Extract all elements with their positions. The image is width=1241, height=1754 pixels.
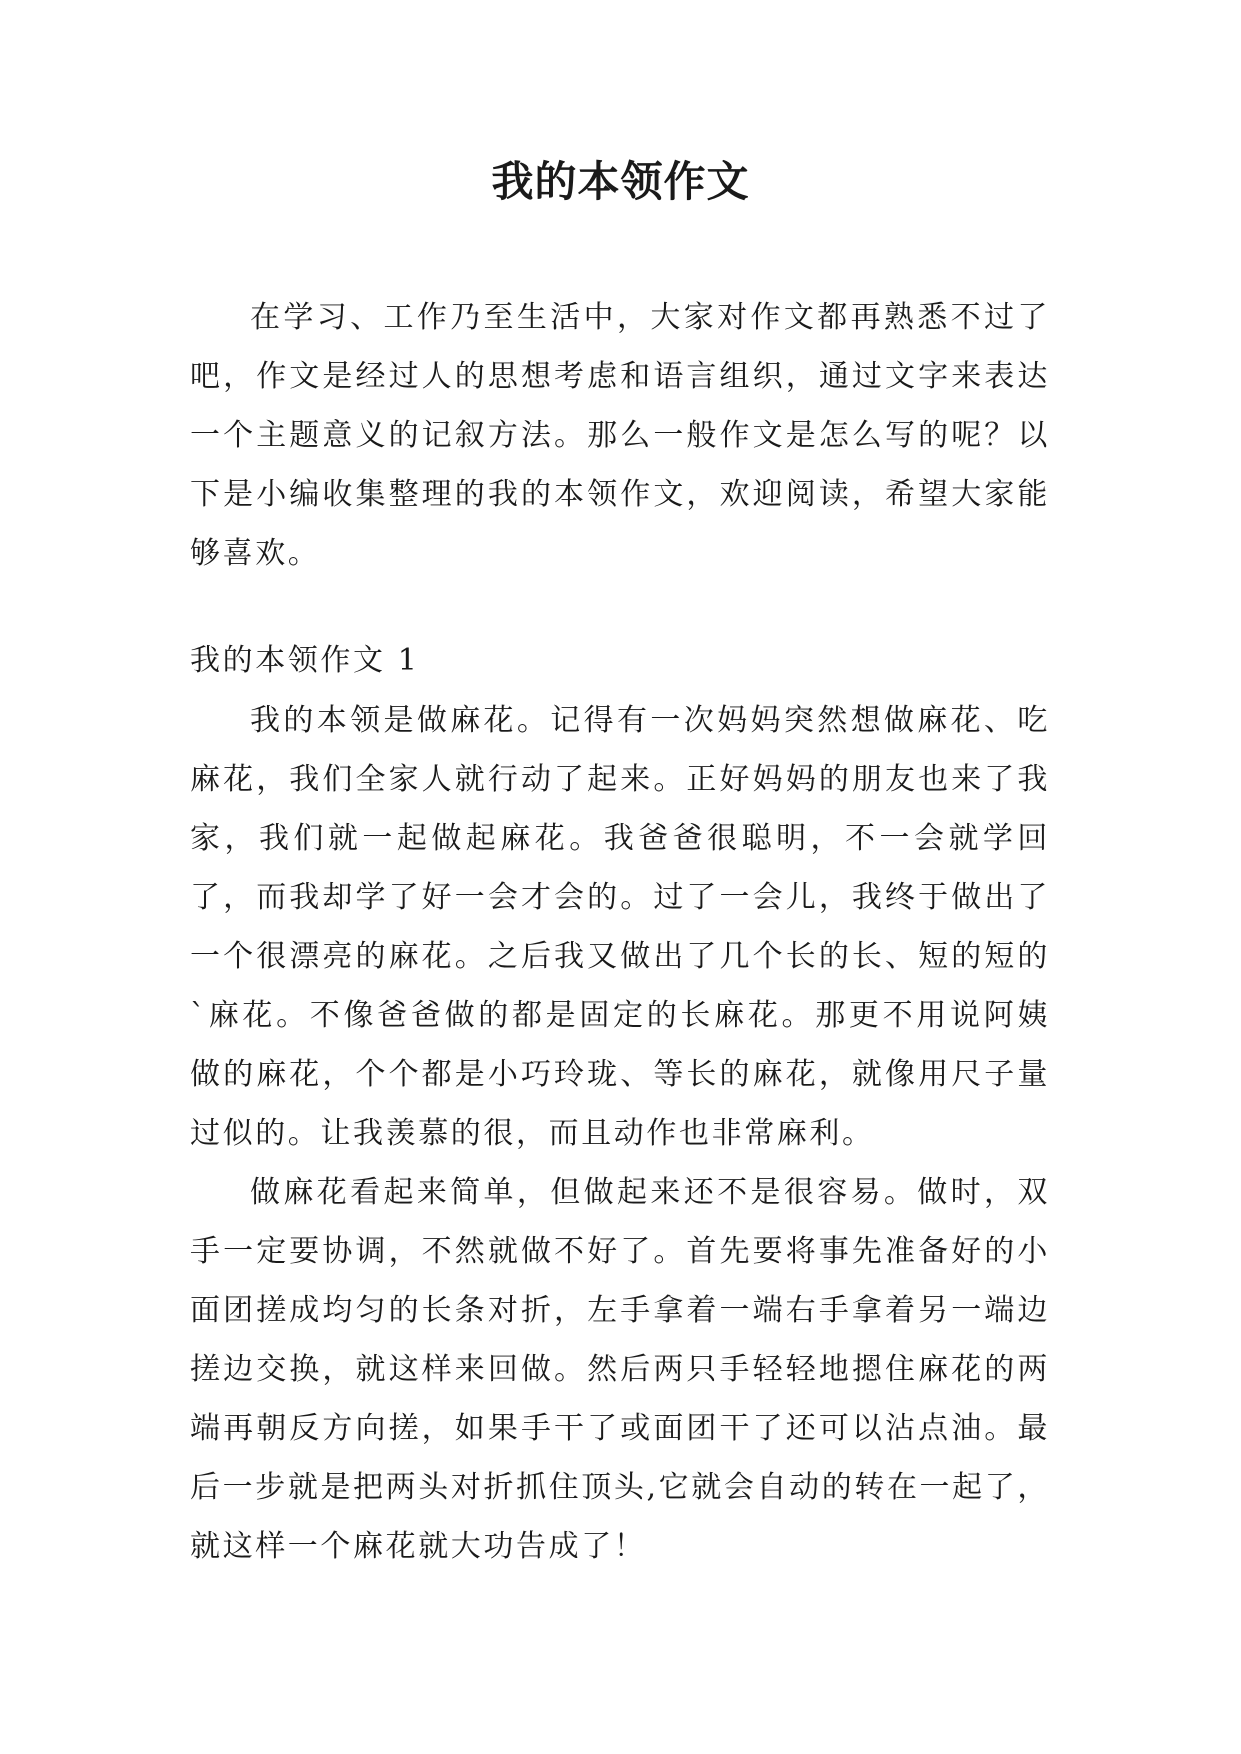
paragraph-text: 做麻花看起来简单，但做起来还不是很容易。做时，双手一定要协调，不然就做不好了。首先要将事先准备好的小面团搓成均匀的长条对折，左手拿着一端右手拿着另一端边搓边交换，就这样来回做。然后两只手轻轻地摁住麻花的两端再朝反方向搓，如果手干了或面团干了还可以沾点油。最后一步就是把两头对折抓住顶头,它就会自动的转在一起了，就这样一个麻花就大功告成了！ xyxy=(190,1175,1050,1564)
document-title: 我的本领作文 xyxy=(491,157,750,206)
essay-paragraph-1 xyxy=(190,691,1050,1163)
intro-text: 在学习、工作乃至生活中，大家对作文都再熟悉不过了吧，作文是经过人的思想考虑和语言组织，通过文字来表达一个主题意义的记叙方法。那么一般作文是怎么写的呢？以下是小编收集整理的我的本领作文，欢迎阅读，希望大家能够喜欢。 xyxy=(190,300,1050,571)
intro-paragraph xyxy=(190,288,1050,583)
essay-paragraph-2 xyxy=(190,1163,1050,1576)
paragraph-text: 我的本领是做麻花。记得有一次妈妈突然想做麻花、吃麻花，我们全家人就行动了起来。正好妈妈的朋友也来了我家，我们就一起做起麻花。我爸爸很聪明，不一会就学回了，而我却学了好一会才会的。过了一会儿，我终于做出了一个很漂亮的麻花。之后我又做出了几个长的长、短的短的`麻花。不像爸爸做的都是固定的长麻花。那更不用说阿姨做的麻花，个个都是小巧玲珑、等长的麻花，就像用尺子量过似的。让我羡慕的很，而且动作也非常麻利。 xyxy=(190,703,1050,1151)
section-heading: 我的本领作文 1 xyxy=(190,643,420,678)
